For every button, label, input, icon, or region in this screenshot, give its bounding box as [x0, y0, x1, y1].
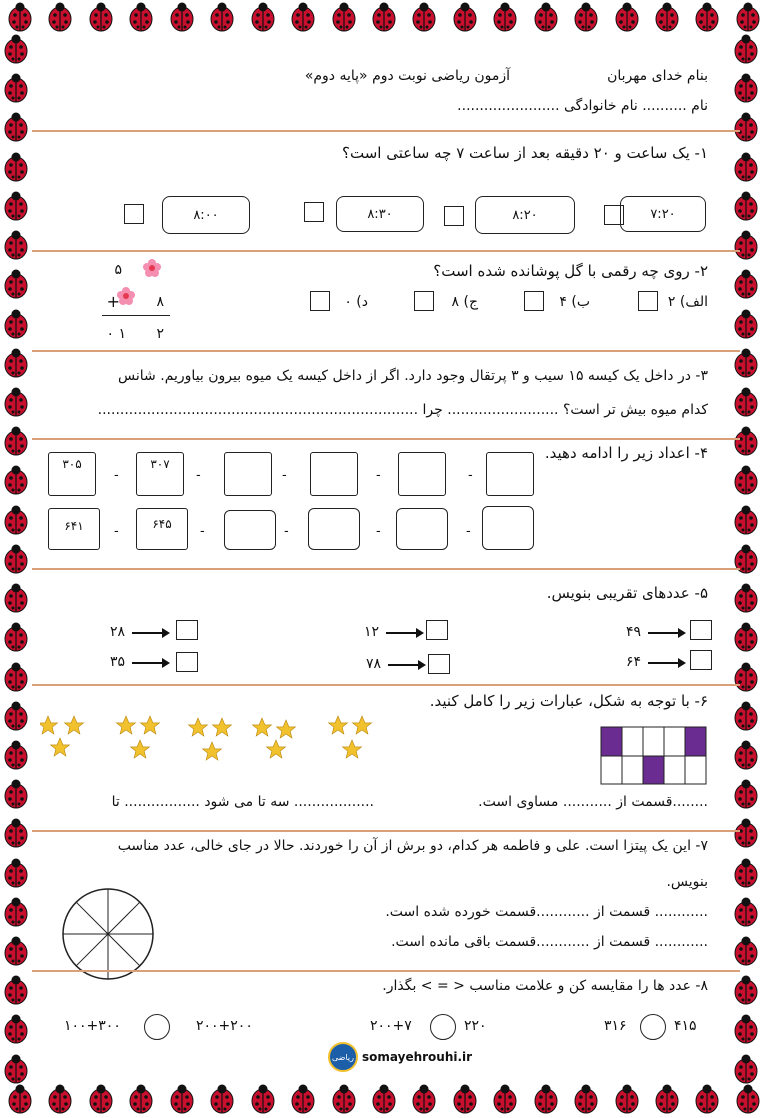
arrow-right-icon	[648, 658, 686, 668]
q4-row2-box-3[interactable]	[224, 510, 276, 550]
q2-option-a-box[interactable]	[638, 291, 658, 311]
ladybug-icon	[410, 2, 438, 32]
q8-right-value: ۲۲۰	[464, 1018, 487, 1034]
q4-row2-box-4[interactable]	[308, 508, 360, 550]
name-line[interactable]: نام .......... نام خانوادگی .......................	[457, 98, 708, 114]
ladybug-icon	[732, 34, 760, 64]
ladybug-icon	[6, 1084, 34, 1114]
q7-left-line[interactable]: ............ قسمت از ............قسمت باقی مانده است.	[391, 934, 708, 950]
ladybug-icon	[2, 112, 30, 142]
ladybug-icon	[289, 1084, 317, 1114]
ladybug-icon	[732, 818, 760, 848]
q5-answer-box[interactable]	[176, 620, 198, 640]
q4-row1-box-6[interactable]	[486, 452, 534, 496]
ladybug-icon	[2, 818, 30, 848]
worksheet	[40, 38, 730, 1078]
ladybug-icon	[2, 309, 30, 339]
separator	[32, 830, 740, 832]
ladybug-border-left	[2, 34, 36, 1084]
q8-comparisons	[40, 1010, 730, 1050]
q4-row2-box-6[interactable]	[482, 506, 534, 550]
q4-row1-box-1[interactable]: ۳۰۵	[48, 452, 96, 496]
q1-option-3: ۸:۳۰	[336, 196, 424, 232]
q6-fraction-line[interactable]: ........قسمت از ........... مساوی است.	[478, 794, 708, 810]
q2-sum-line	[102, 315, 170, 316]
exam-title: آزمون ریاضی نوبت دوم «پایه دوم»	[304, 68, 510, 84]
ladybug-icon	[2, 858, 30, 888]
ladybug-icon	[289, 2, 317, 32]
q1-checkbox-4[interactable]	[124, 204, 144, 224]
separator	[32, 568, 740, 570]
q6-groups-line[interactable]: .................. سه تا می شود ................. تا	[111, 794, 374, 810]
arrow-right-icon	[388, 660, 426, 670]
q2-option-d-box[interactable]	[414, 291, 434, 311]
ladybug-icon	[370, 2, 398, 32]
ladybug-icon	[732, 1054, 760, 1084]
ladybug-icon	[208, 1084, 236, 1114]
q5-answer-box[interactable]	[690, 650, 712, 670]
q4-row2-box-5[interactable]	[396, 508, 448, 550]
ladybug-icon	[653, 1084, 681, 1114]
q5-text: ۵- عددهای تقریبی بنویس.	[546, 584, 708, 602]
bismillah: بنام خدای مهربان	[607, 68, 708, 84]
ladybug-icon	[732, 230, 760, 260]
star-groups	[40, 712, 380, 772]
ladybug-icon	[732, 152, 760, 182]
ladybug-icon	[732, 505, 760, 535]
q4-sequences	[40, 450, 730, 560]
q8-compare-circle[interactable]	[640, 1014, 666, 1040]
ladybug-icon	[451, 1084, 479, 1114]
ladybug-icon	[168, 2, 196, 32]
q4-row1-box-5[interactable]	[398, 452, 446, 496]
ladybug-icon	[572, 1084, 600, 1114]
ladybug-icon	[732, 73, 760, 103]
q5-number: ۳۵	[110, 654, 126, 670]
ladybug-icon	[2, 662, 30, 692]
ladybug-icon	[46, 1084, 74, 1114]
ladybug-icon	[613, 2, 641, 32]
q4-dash: -	[376, 524, 381, 539]
separator	[32, 970, 740, 972]
ladybug-icon	[2, 191, 30, 221]
q5-number: ۶۴	[626, 654, 642, 670]
site-logo: ریاضی	[328, 1042, 358, 1072]
ladybug-icon	[2, 583, 30, 613]
ladybug-icon	[2, 936, 30, 966]
ladybug-icon	[330, 1084, 358, 1114]
separator	[32, 250, 740, 252]
ladybug-icon	[87, 2, 115, 32]
ladybug-border-right	[732, 34, 766, 1084]
ladybug-icon	[2, 701, 30, 731]
separator	[32, 350, 740, 352]
q1-option-2: ۸:۲۰	[475, 196, 575, 234]
q1-option-4: ۸:۰۰	[162, 196, 250, 234]
q5-number: ۷۸	[366, 656, 382, 672]
ladybug-icon	[2, 544, 30, 574]
q8-left-value: ۲۰۰+۷	[370, 1018, 412, 1034]
ladybug-icon	[451, 2, 479, 32]
ladybug-icon	[693, 2, 721, 32]
q4-row1-box-2[interactable]: ۳۰۷	[136, 452, 184, 496]
ladybug-icon	[491, 1084, 519, 1114]
q1-checkbox-3[interactable]	[304, 202, 324, 222]
ladybug-icon	[2, 1014, 30, 1044]
q5-answer-box[interactable]	[428, 654, 450, 674]
ladybug-icon	[732, 701, 760, 731]
ladybug-icon	[249, 2, 277, 32]
ladybug-icon	[370, 1084, 398, 1114]
q1-checkbox-2[interactable]	[444, 206, 464, 226]
ladybug-icon	[732, 740, 760, 770]
q5-answer-box[interactable]	[176, 652, 198, 672]
q3-line2[interactable]: کدام میوه بیش تر است؟ ......................... چرا ........................................................................	[97, 402, 708, 418]
ladybug-icon	[2, 73, 30, 103]
ladybug-icon	[249, 1084, 277, 1114]
q2-middle-digit: ۸	[156, 294, 164, 310]
q4-dash: -	[466, 524, 471, 539]
q2-option-d-label: د) ۰	[344, 294, 368, 310]
q5-number: ۴۹	[626, 624, 642, 640]
ladybug-icon	[732, 622, 760, 652]
q4-dash: -	[114, 468, 119, 483]
q4-dash: -	[196, 468, 201, 483]
ladybug-icon	[2, 779, 30, 809]
q3-line1: ۳- در داخل یک کیسه ۱۵ سیب و ۳ پرتقال وجود دارد. اگر از داخل کیسه یک میوه بیرون بیاوریم. شانس	[118, 368, 708, 384]
site-url[interactable]: somayehrouhi.ir	[362, 1050, 473, 1064]
star-group-2	[117, 716, 160, 758]
q4-dash: -	[468, 468, 473, 483]
ladybug-icon	[168, 1084, 196, 1114]
ladybug-icon	[732, 936, 760, 966]
ladybug-icon	[491, 2, 519, 32]
ladybug-icon	[732, 897, 760, 927]
ladybug-icon	[732, 112, 760, 142]
arrow-right-icon	[648, 628, 686, 638]
q8-left-value: ۱۰۰+۳۰۰	[64, 1018, 121, 1034]
star-group-3	[189, 718, 232, 760]
q7-line1: ۷- این یک پیتزا است. علی و فاطمه هر کدام، دو برش از آن را خوردند. حالا در جای خالی، عدد مناسب	[117, 838, 708, 854]
q4-row1-box-3[interactable]	[224, 452, 272, 496]
q4-row2-box-1[interactable]: ۶۴۱	[48, 508, 100, 550]
ladybug-icon	[732, 662, 760, 692]
q2-option-c-label: ج) ۸	[451, 294, 478, 310]
ladybug-icon	[732, 779, 760, 809]
ladybug-icon	[613, 1084, 641, 1114]
ladybug-icon	[6, 2, 34, 32]
q1-text: ۱- یک ساعت و ۲۰ دقیقه بعد از ساعت ۷ چه ساعتی است؟	[342, 144, 708, 162]
ladybug-icon	[2, 465, 30, 495]
q7-eaten-line[interactable]: ............ قسمت از ............قسمت خورده شده است.	[385, 904, 708, 920]
q5-number: ۱۲	[364, 624, 380, 640]
ladybug-icon	[208, 2, 236, 32]
ladybug-icon	[2, 34, 30, 64]
ladybug-icon	[734, 2, 762, 32]
ladybug-icon	[2, 387, 30, 417]
star-group-5	[329, 716, 372, 758]
ladybug-icon	[2, 426, 30, 456]
arrow-right-icon	[132, 658, 170, 668]
q2-top-digit: ۵	[114, 262, 122, 278]
separator	[32, 130, 740, 132]
q7-line2: بنویس.	[666, 874, 708, 890]
ladybug-icon	[653, 2, 681, 32]
flower-icon	[142, 258, 162, 278]
ladybug-icon	[732, 583, 760, 613]
ladybug-icon	[532, 2, 560, 32]
ladybug-icon	[732, 975, 760, 1005]
ladybug-icon	[2, 348, 30, 378]
q4-text: ۴- اعداد زیر را ادامه دهید.	[544, 444, 708, 462]
ladybug-icon	[732, 858, 760, 888]
q4-dash: -	[200, 524, 205, 539]
q8-left-value: ۳۱۶	[604, 1018, 627, 1034]
ladybug-icon	[732, 269, 760, 299]
q4-dash: -	[114, 524, 119, 539]
ladybug-icon	[532, 1084, 560, 1114]
q5-answer-box[interactable]	[690, 620, 712, 640]
ladybug-icon	[410, 1084, 438, 1114]
ladybug-icon	[127, 1084, 155, 1114]
ladybug-icon	[2, 230, 30, 260]
ladybug-icon	[2, 897, 30, 927]
ladybug-icon	[732, 1014, 760, 1044]
q2-option-b-box[interactable]	[524, 291, 544, 311]
q8-right-value: ۴۱۵	[674, 1018, 697, 1034]
ladybug-icon	[2, 740, 30, 770]
shaded-grid	[600, 726, 710, 786]
q8-compare-circle[interactable]	[144, 1014, 170, 1040]
q6-text: ۶- با توجه به شکل، عبارات زیر را کامل کنید.	[429, 692, 708, 710]
ladybug-icon	[732, 348, 760, 378]
separator	[32, 684, 740, 686]
q8-text: ۸- عدد ها را مقایسه کن و علامت مناسب < = > بگذار.	[382, 978, 708, 994]
q8-compare-circle[interactable]	[430, 1014, 456, 1040]
ladybug-icon	[732, 191, 760, 221]
ladybug-border-bottom	[0, 1084, 768, 1118]
ladybug-icon	[87, 1084, 115, 1114]
ladybug-icon	[734, 1084, 762, 1114]
q5-items	[40, 614, 730, 684]
q8-right-value: ۲۰۰+۲۰۰	[196, 1018, 253, 1034]
star-group-1	[40, 716, 84, 756]
ladybug-icon	[2, 622, 30, 652]
ladybug-icon	[732, 309, 760, 339]
ladybug-icon	[127, 2, 155, 32]
ladybug-icon	[2, 975, 30, 1005]
ladybug-icon	[2, 269, 30, 299]
q2-result-left: ۱ ۰	[106, 326, 126, 342]
ladybug-icon	[732, 426, 760, 456]
q5-answer-box[interactable]	[426, 620, 448, 640]
arrow-right-icon	[132, 628, 170, 638]
q2-option-a-label: الف) ۲	[667, 294, 708, 310]
q4-dash: -	[376, 468, 381, 483]
arrow-right-icon	[386, 628, 424, 638]
q5-number: ۲۸	[110, 624, 126, 640]
ladybug-border-top	[0, 2, 768, 36]
ladybug-icon	[2, 505, 30, 535]
q2-text: ۲- روی چه رقمی با گل پوشانده شده است؟	[433, 262, 708, 280]
q4-row2-box-2[interactable]: ۶۴۵	[136, 508, 188, 550]
separator	[32, 438, 740, 440]
ladybug-icon	[732, 387, 760, 417]
q1-option-1: ۷:۲۰	[620, 196, 706, 232]
pizza-icon	[60, 886, 156, 982]
q2-plus-sign: +	[106, 292, 120, 311]
q4-dash: -	[284, 524, 289, 539]
q4-row1-box-4[interactable]	[310, 452, 358, 496]
q4-dash: -	[282, 468, 287, 483]
ladybug-icon	[693, 1084, 721, 1114]
star-group-4	[253, 718, 296, 758]
ladybug-icon	[732, 465, 760, 495]
q2-option-d2-box[interactable]	[310, 291, 330, 311]
ladybug-icon	[2, 1054, 30, 1084]
ladybug-icon	[330, 2, 358, 32]
ladybug-icon	[46, 2, 74, 32]
q2-result-right: ۲	[156, 326, 164, 342]
ladybug-icon	[572, 2, 600, 32]
q2-option-b-label: ب) ۴	[559, 294, 590, 310]
ladybug-icon	[2, 152, 30, 182]
